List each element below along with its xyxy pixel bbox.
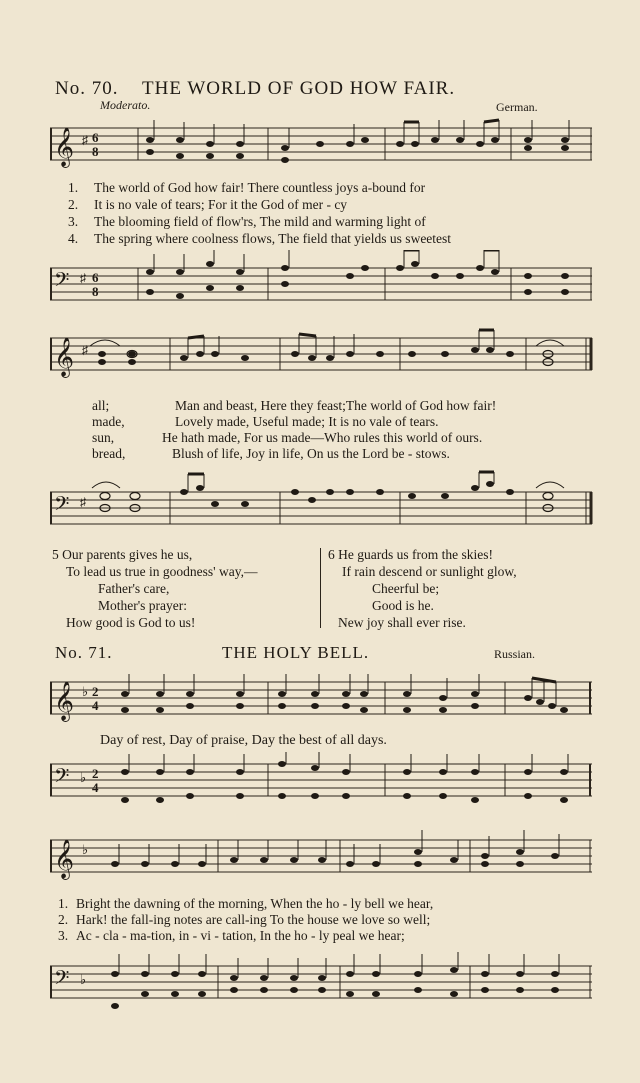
hymn-70-title: THE WORLD OF GOD HOW FAIR. (142, 78, 456, 99)
lyric-70-2-verse-3: sun, (92, 430, 115, 445)
staff-71-1-bass (50, 752, 595, 812)
svg-text:♯: ♯ (80, 271, 86, 285)
staff-71-1-treble (50, 670, 595, 730)
stanza-6: 6 He guards us from the skies! If rain descend or sunlight glow, Cheerful be; Good is he. New joy shall ever rise. (328, 547, 517, 630)
svg-text:𝄢: 𝄢 (54, 270, 70, 296)
staff-70-2-treble (50, 326, 595, 386)
lyric-70-1-verse-3: 3. The blooming field of flow'rs, The mild and warming light of (68, 214, 426, 229)
lyric-71-2-verse-2: 2. Hark! the fall-ing notes are call-ing To the house we love so well; (58, 912, 431, 927)
hymn-71-origin: Russian. (494, 647, 536, 661)
svg-text:2: 2 (92, 684, 99, 699)
hymn-70-number: No. 70. (55, 78, 119, 99)
hymn-71-title: THE HOLY BELL. (222, 643, 370, 662)
hymn-71-number: No. 71. (55, 643, 113, 662)
svg-text:2: 2 (92, 766, 99, 781)
svg-text:𝄞: 𝄞 (54, 683, 75, 720)
lyric-70-2-verse-4-text: Blush of life, Joy in life, On us the Lord be - stows. (172, 446, 450, 461)
svg-text:6: 6 (92, 270, 99, 285)
staff-71-2-bass (50, 950, 595, 1014)
lyric-71-2-verse-1: 1. Bright the dawning of the morning, When the ho - ly bell we hear, (58, 896, 434, 911)
svg-text:♭: ♭ (82, 684, 89, 699)
svg-text:♭: ♭ (80, 770, 87, 785)
lyric-70-2-verse-2: made, (92, 414, 125, 429)
svg-text:♯: ♯ (80, 495, 86, 509)
lyric-70-2-verse-2-text: Lovely made, Useful made; It is no vale of tears. (175, 414, 439, 429)
hymn-70-tempo: Moderato. (100, 98, 151, 112)
lyric-70-1-verse-1: 1. The world of God how fair! There countless joys a-bound for (68, 180, 426, 195)
lyric-70-1-verse-4: 4. The spring where coolness flows, The field that yields us sweetest (68, 231, 452, 246)
svg-text:𝄞: 𝄞 (54, 339, 75, 376)
svg-text:𝄢: 𝄢 (54, 494, 70, 520)
svg-text:♯: ♯ (82, 133, 88, 147)
lyric-70-2-verse-3-text: He hath made, For us made—Who rules this world of ours. (162, 430, 483, 445)
staff-70-1-bass (50, 250, 595, 312)
lyric-70-1-verse-2: 2. It is no vale of tears; For it the God of mer - cy (68, 197, 348, 212)
lyric-70-2-verse-1-text: Man and beast, Here they feast;The world of God how fair! (175, 398, 497, 413)
hymn-70-origin: German. (496, 100, 538, 114)
lyric-71-2-verse-3: 3. Ac - cla - ma-tion, in - vi - tation, In the ho - ly peal we hear; (58, 928, 405, 943)
lyric-70-2-verse-4: bread, (92, 446, 126, 461)
svg-text:♯: ♯ (82, 343, 88, 357)
staff-71-2-treble (50, 826, 595, 890)
staff-70-2-bass (50, 470, 595, 536)
svg-text:♭: ♭ (82, 842, 89, 857)
lyric-71-1: Day of rest, Day of praise, Day the best of all days. (100, 733, 387, 748)
svg-text:8: 8 (92, 144, 99, 159)
staff-70-1-treble (50, 118, 595, 178)
stanza-5: 5 Our parents gives he us, To lead us true in goodness' way,— Father's care, Mother's prayer: How good is God to us! (52, 547, 258, 630)
svg-text:𝄞: 𝄞 (54, 841, 75, 878)
svg-text:4: 4 (92, 780, 99, 795)
svg-text:8: 8 (92, 284, 99, 299)
lyric-70-2-verse-1: all; (92, 398, 110, 413)
svg-text:6: 6 (92, 130, 99, 145)
svg-text:𝄢: 𝄢 (54, 968, 70, 994)
svg-text:♭: ♭ (80, 972, 87, 987)
stanza-divider (320, 548, 321, 628)
svg-text:4: 4 (92, 698, 99, 713)
svg-text:𝄞: 𝄞 (54, 129, 75, 166)
svg-text:𝄢: 𝄢 (54, 766, 70, 792)
